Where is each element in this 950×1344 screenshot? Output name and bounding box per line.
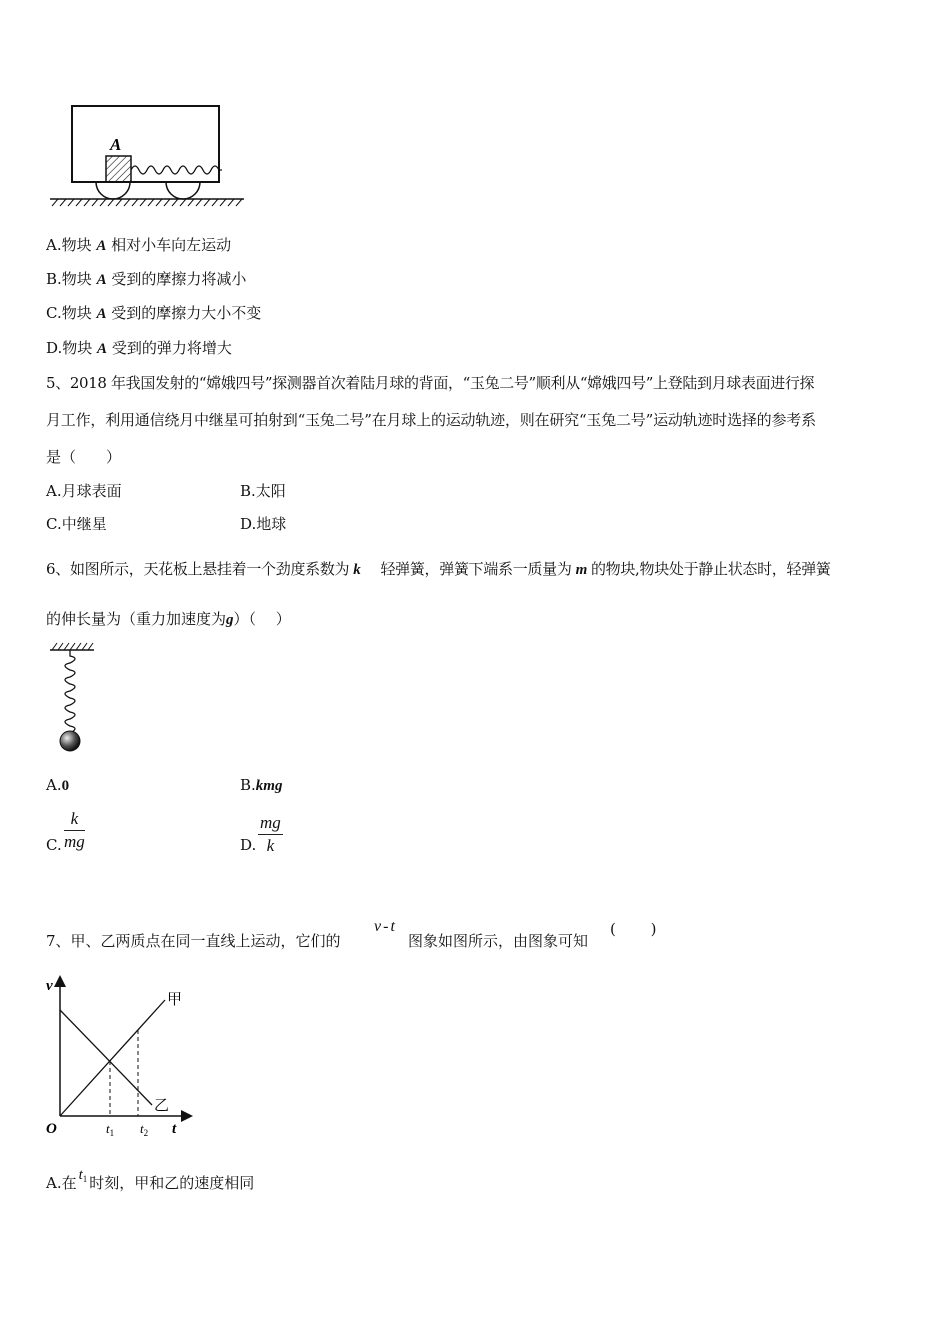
- origin-label: O: [46, 1121, 57, 1137]
- wheel-right: [166, 182, 200, 199]
- wheel-left: [96, 182, 130, 199]
- ground-hatch: [52, 199, 242, 206]
- q7-vt-symbol: v - t: [374, 918, 395, 935]
- cart-body: [72, 106, 219, 182]
- q6-stem-line2: 的伸长量为（重力加速度为g）（ ）: [46, 610, 291, 628]
- q6-option-d-fraction: $\frac{mg}{k}$: [260, 813, 281, 855]
- t1-tick-label: $t_1$: [106, 1121, 115, 1138]
- q5-stem-line3: 是（ ）: [46, 448, 122, 466]
- q6-option-c-fraction: $\frac{k}{mg}$: [64, 809, 85, 851]
- q7-stem-tail: 图象如图所示，由图象可知: [408, 932, 589, 950]
- q5-option-b[interactable]: B.太阳: [240, 482, 286, 500]
- t-axis-label: t: [172, 1121, 177, 1137]
- q5-option-d[interactable]: D.地球: [240, 515, 287, 533]
- vt-graph: [44, 970, 204, 1140]
- q4-option-c[interactable]: C.物块 A 受到的摩擦力大小不变: [46, 304, 262, 322]
- q4-option-b[interactable]: B.物块 A 受到的摩擦力将减小: [46, 270, 247, 288]
- line-jia-label: 甲: [167, 990, 183, 1008]
- cart-figure: [48, 100, 248, 210]
- q5-option-a[interactable]: A.月球表面: [46, 482, 122, 500]
- q4-option-a[interactable]: A.物块 A 相对小车向左运动: [46, 236, 232, 254]
- q6-option-d-letter[interactable]: D.: [240, 836, 257, 854]
- line-yi: [60, 1010, 152, 1105]
- spring-vertical: [65, 650, 75, 740]
- q4-option-d[interactable]: D.物块 A 受到的弹力将增大: [46, 339, 232, 357]
- q6-option-b[interactable]: B.kmg: [240, 776, 283, 794]
- hanging-mass-ball: [60, 731, 80, 751]
- block-a: [106, 156, 131, 182]
- t2-tick-label: $t_2$: [140, 1121, 149, 1138]
- q7-stem: 7、甲、乙两质点在同一直线上运动，它们的: [46, 932, 341, 950]
- q5-option-c[interactable]: C.中继星: [46, 515, 107, 533]
- spring-horizontal: [131, 166, 222, 174]
- line-jia: [60, 1000, 165, 1116]
- q5-stem-line1: 5、2018 年我国发射的“嫦娥四号”探测器首次着陆月球的背面，“玉兔二号”顺利从“嫦娥四号”上登陆到月球表面进行探: [46, 374, 815, 392]
- ceiling-hatch: [52, 643, 93, 650]
- line-yi-label: 乙: [154, 1096, 170, 1114]
- q6-stem-line1: 6、如图所示，天花板上悬挂着一个劲度系数为 k 轻弹簧，弹簧下端系一质量为 m 的物块,物块处于静止状态时，轻弹簧: [46, 560, 831, 578]
- q6-option-c-letter[interactable]: C.: [46, 836, 62, 854]
- hanging-spring-figure: [46, 640, 106, 752]
- q5-stem-line2: 月工作，利用通信绕月中继星可拍射到“玉兔二号”在月球上的运动轨迹，则在研究“玉兔二号”运动轨迹时选择的参考系: [46, 411, 816, 429]
- block-a-label: A: [110, 135, 122, 154]
- v-axis-label: v: [46, 978, 53, 994]
- q7-option-a[interactable]: A.在 $t_1$ 时刻，甲和乙的速度相同: [46, 1167, 255, 1192]
- q7-answer-paren: ( ): [610, 920, 657, 938]
- q6-option-a[interactable]: A.0: [46, 776, 70, 794]
